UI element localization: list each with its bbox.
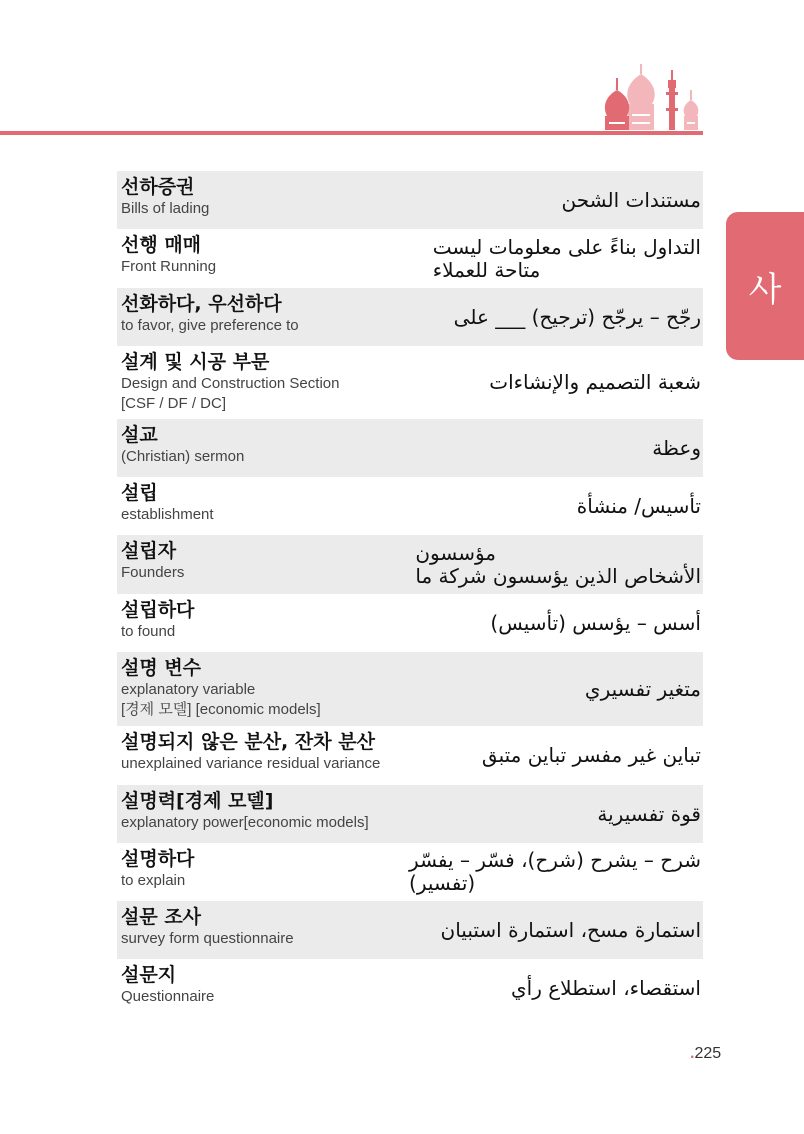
glossary-entry [117,785,703,843]
arabic-line: استقصاء، استطلاع رأي [511,975,701,1000]
arabic-line: شرح – يشرح (شرح)، فسّر – يفسّر [409,848,701,872]
english-gloss: unexplained variance residual variance [121,755,381,772]
arabic-line: (تفسير) [409,871,476,895]
arabic-line: الأشخاص الذين يؤسسون شركة ما [415,563,701,588]
page-number-dot: . [690,1045,695,1062]
arabic-line: مؤسسون [415,540,497,565]
korean-term: 설명하다 [121,848,195,870]
arabic-line: متغير تفسيري [584,676,701,701]
arabic-translation [409,843,701,901]
arabic-translation [652,419,701,477]
korean-term: 설립자 [121,540,177,562]
page-number-value: 225 [694,1045,722,1062]
arabic-line: رجّح – يرجّح (ترجيح) ___ على [453,304,701,329]
english-gloss: [CSF / DF / DC] [121,395,226,412]
glossary-entry [117,535,703,594]
korean-term: 선하증권 [121,176,195,198]
arabic-translation [433,229,701,288]
arabic-translation [454,288,701,346]
arabic-line: وعظة [652,435,701,460]
english-gloss: Bills of lading [121,200,210,217]
page-number [690,1045,721,1063]
arabic-line: استمارة مسح، استمارة استبيان [440,917,701,942]
english-gloss: establishment [121,506,214,523]
english-gloss: to explain [121,872,186,889]
arabic-translation [489,346,701,419]
arabic-translation [585,652,701,726]
arabic-line: أسس – يؤسس (تأسيس) [490,610,701,635]
arabic-line: قوة تفسيرية [597,801,701,826]
section-tab[interactable] [726,212,804,360]
english-gloss: Founders [121,564,185,581]
korean-term: 설계 및 시공 부문 [121,351,270,373]
arabic-translation [597,785,701,843]
arabic-line: شعبة التصميم والإنشاءات [489,370,701,394]
arabic-translation [490,594,701,652]
english-gloss: (Christian) sermon [121,448,245,465]
korean-term: 설문 조사 [121,906,202,928]
arabic-line: التداول بناءً على معلومات ليست [432,234,701,259]
arabic-translation [511,959,701,1017]
arabic-translation [415,535,701,594]
english-gloss: Front Running [121,258,217,275]
glossary-entry [117,346,703,419]
korean-term: 설립 [121,482,158,504]
glossary-entry [117,843,703,901]
english-gloss: explanatory variable [121,681,256,698]
english-gloss: [경제 모델] [economic models] [121,701,321,718]
mosque-domes-icon [600,60,704,134]
korean-term: 설문지 [121,964,177,986]
glossary-entry [117,288,703,346]
glossary-entry [117,419,703,477]
section-tab-label: 사 [748,269,782,310]
arabic-translation [577,477,701,535]
korean-term: 설교 [121,424,158,446]
arabic-translation [562,171,702,229]
english-gloss: Design and Construction Section [121,375,340,392]
glossary-entry [117,594,703,652]
korean-term: 설명되지 않은 분산, 잔차 분산 [121,731,375,753]
english-gloss: to found [121,623,176,640]
korean-term: 선행 매매 [121,234,202,256]
korean-term: 설명력[경제 모델] [121,790,274,812]
glossary-list [117,171,703,1017]
glossary-entry [117,901,703,959]
english-gloss: explanatory power[economic models] [121,814,369,831]
english-gloss: Questionnaire [121,988,215,1005]
glossary-entry [117,959,703,1017]
glossary-entry [117,477,703,535]
arabic-line: تباين غير مفسر تباين متبق [481,743,701,767]
english-gloss: survey form questionnaire [121,930,294,947]
arabic-line: مستندات الشحن [561,187,701,212]
arabic-line: تأسيس/ منشأة [576,493,701,518]
english-gloss: to favor, give preference to [121,317,299,334]
arabic-translation [441,901,701,959]
arabic-line: متاحة للعملاء [432,257,541,282]
arabic-translation [482,726,701,785]
glossary-entry [117,726,703,785]
glossary-entry [117,229,703,288]
korean-term: 설명 변수 [121,657,202,679]
glossary-entry [117,652,703,726]
korean-term: 설립하다 [121,599,195,621]
glossary-entry [117,171,703,229]
header-rule [0,131,703,135]
korean-term: 선화하다, 우선하다 [121,293,282,315]
